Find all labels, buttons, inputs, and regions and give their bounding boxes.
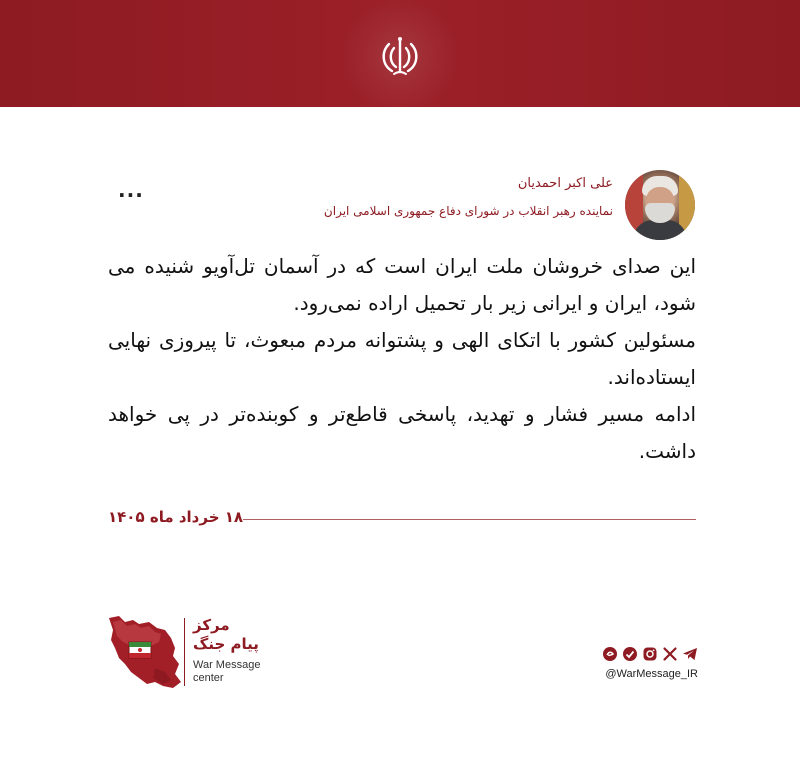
- iran-map-icon: [105, 612, 183, 692]
- post-paragraph: مسئولین کشور با اتکای الهی و پشتوانه مردم مبعوث، تا پیروزی نهایی ایستاده‌اند.: [108, 328, 696, 389]
- logo-divider: [184, 618, 185, 686]
- telegram-icon[interactable]: [682, 646, 698, 662]
- more-options-button[interactable]: ...: [118, 178, 144, 202]
- post-author: [295, 170, 695, 240]
- author-title: نماینده رهبر انقلاب در شورای دفاع جمهوری اسلامی ایران: [323, 204, 613, 218]
- post-paragraph: ادامه مسیر فشار و تهدید، پاسخی قاطع‌تر و کوبنده‌تر در پی خواهد داشت.: [108, 402, 696, 463]
- iran-emblem-icon: [376, 32, 424, 80]
- header-banner: [0, 0, 800, 107]
- instagram-icon[interactable]: [642, 646, 658, 662]
- social-links: [588, 646, 698, 686]
- date-row: [108, 508, 696, 532]
- social-handle[interactable]: @WarMessage_IR: [605, 668, 698, 680]
- post-date: ۱۸ خرداد ماه ۱۴۰۵: [108, 508, 244, 526]
- date-divider: [243, 519, 696, 520]
- x-icon[interactable]: [662, 646, 678, 662]
- brand-name-en: center: [193, 672, 224, 684]
- brand-name-fa: مرکز: [193, 616, 230, 634]
- author-name[interactable]: علی اکبر احمدیان: [517, 176, 613, 191]
- avatar[interactable]: [625, 170, 695, 240]
- post-body: [108, 248, 696, 470]
- brand-name-fa: پیام جنگ: [193, 635, 259, 653]
- check-icon[interactable]: [622, 646, 638, 662]
- brand-name-en: War Message: [193, 659, 261, 671]
- eitaa-icon[interactable]: [602, 646, 618, 662]
- post-paragraph: این صدای خروشان ملت ایران است که در آسمان تل‌آویو شنیده می شود، ایران و ایرانی زیر بار تحمیل اراده نمی‌رود.: [108, 254, 696, 315]
- brand-logo: [105, 612, 275, 692]
